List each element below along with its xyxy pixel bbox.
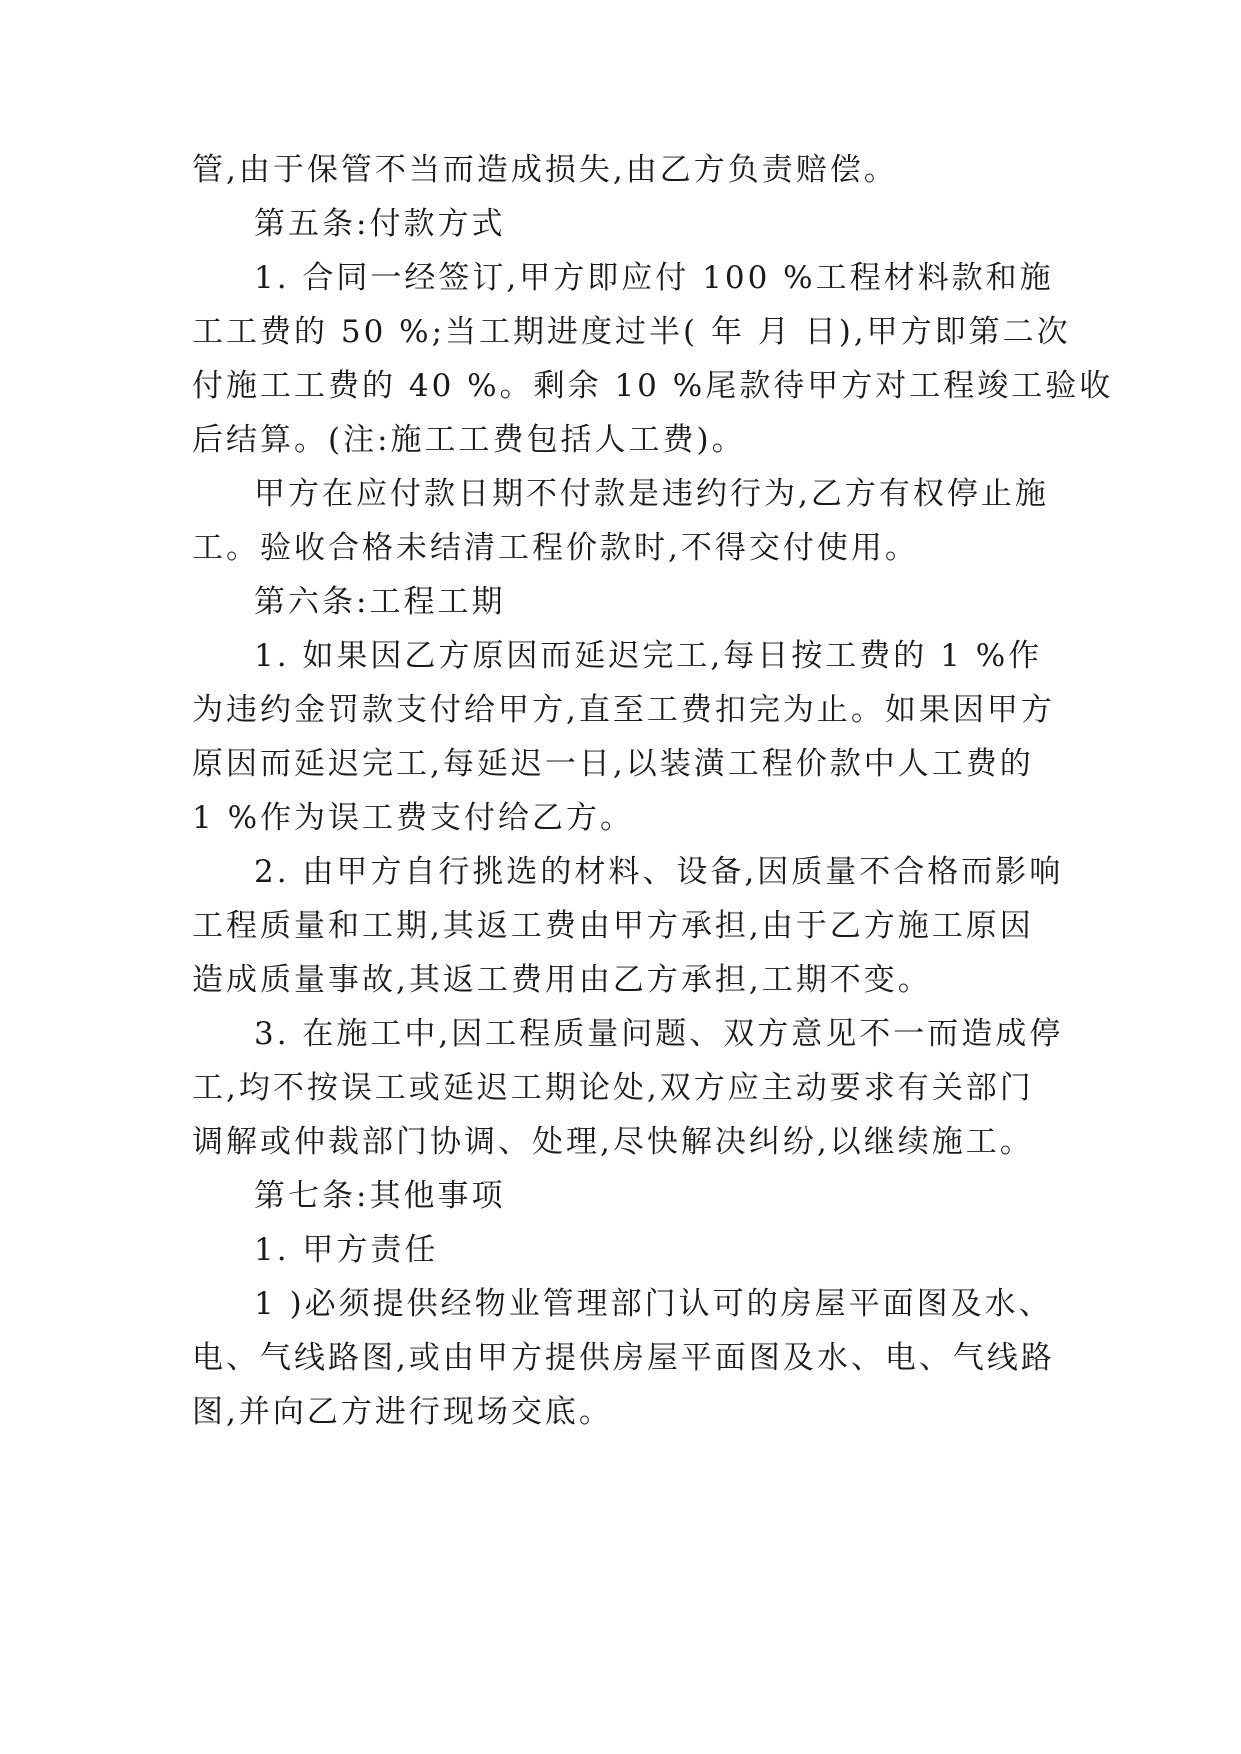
paragraph-line-5: 付施工工费的 40 %。剩余 10 %尾款待甲方对工程竣工验收	[192, 368, 1114, 404]
paragraph-line-4: 工工费的 50 %;当工期进度过半( 年 月 日),甲方即第二次	[192, 314, 1071, 350]
paragraph-line-18: 工,均不按误工或延迟工期论处,双方应主动要求有关部门	[192, 1070, 1034, 1106]
paragraph-line-6: 后结算。(注:施工工费包括人工费)。	[192, 422, 746, 458]
paragraph-line-7: 甲方在应付款日期不付款是违约行为,乙方有权停止施	[254, 476, 1049, 512]
paragraph-line-15: 工程质量和工期,其返工费由甲方承担,由于乙方施工原因	[192, 908, 1034, 944]
paragraph-line-3: 1. 合同一经签订,甲方即应付 100 %工程材料款和施	[254, 260, 1054, 296]
paragraph-line-17: 3. 在施工中,因工程质量问题、双方意见不一而造成停	[254, 1016, 1064, 1052]
section-heading-other-matters: 第七条:其他事项	[254, 1178, 506, 1214]
paragraph-line-14: 2. 由甲方自行挑选的材料、设备,因质量不合格而影响	[254, 854, 1064, 890]
section-heading-payment: 第五条:付款方式	[254, 206, 506, 242]
section-heading-schedule: 第六条:工程工期	[254, 584, 506, 620]
subheading-party-a-duties: 1. 甲方责任	[254, 1232, 439, 1268]
paragraph-line-16: 造成质量事故,其返工费用由乙方承担,工期不变。	[192, 962, 932, 998]
paragraph-line-12: 原因而延迟完工,每延迟一日,以装潢工程价款中人工费的	[192, 746, 1034, 782]
paragraph-line-22: 1 )必须提供经物业管理部门认可的房屋平面图及水、	[254, 1286, 1053, 1322]
paragraph-line-23: 电、气线路图,或由甲方提供房屋平面图及水、电、气线路	[192, 1340, 1055, 1376]
paragraph-line-24: 图,并向乙方进行现场交底。	[192, 1394, 613, 1430]
paragraph-line-11: 为违约金罚款支付给甲方,直至工费扣完为止。如果因甲方	[192, 692, 1055, 728]
paragraph-line-19: 调解或仲裁部门协调、处理,尽快解决纠纷,以继续施工。	[192, 1124, 1034, 1160]
paragraph-line-8: 工。验收合格未结清工程价款时,不得交付使用。	[192, 530, 919, 566]
paragraph-line-13: 1 %作为误工费支付给乙方。	[192, 800, 635, 836]
paragraph-line-1: 管,由于保管不当而造成损失,由乙方负责赔偿。	[192, 152, 898, 188]
paragraph-line-10: 1. 如果因乙方原因而延迟完工,每日按工费的 1 %作	[254, 638, 1043, 674]
